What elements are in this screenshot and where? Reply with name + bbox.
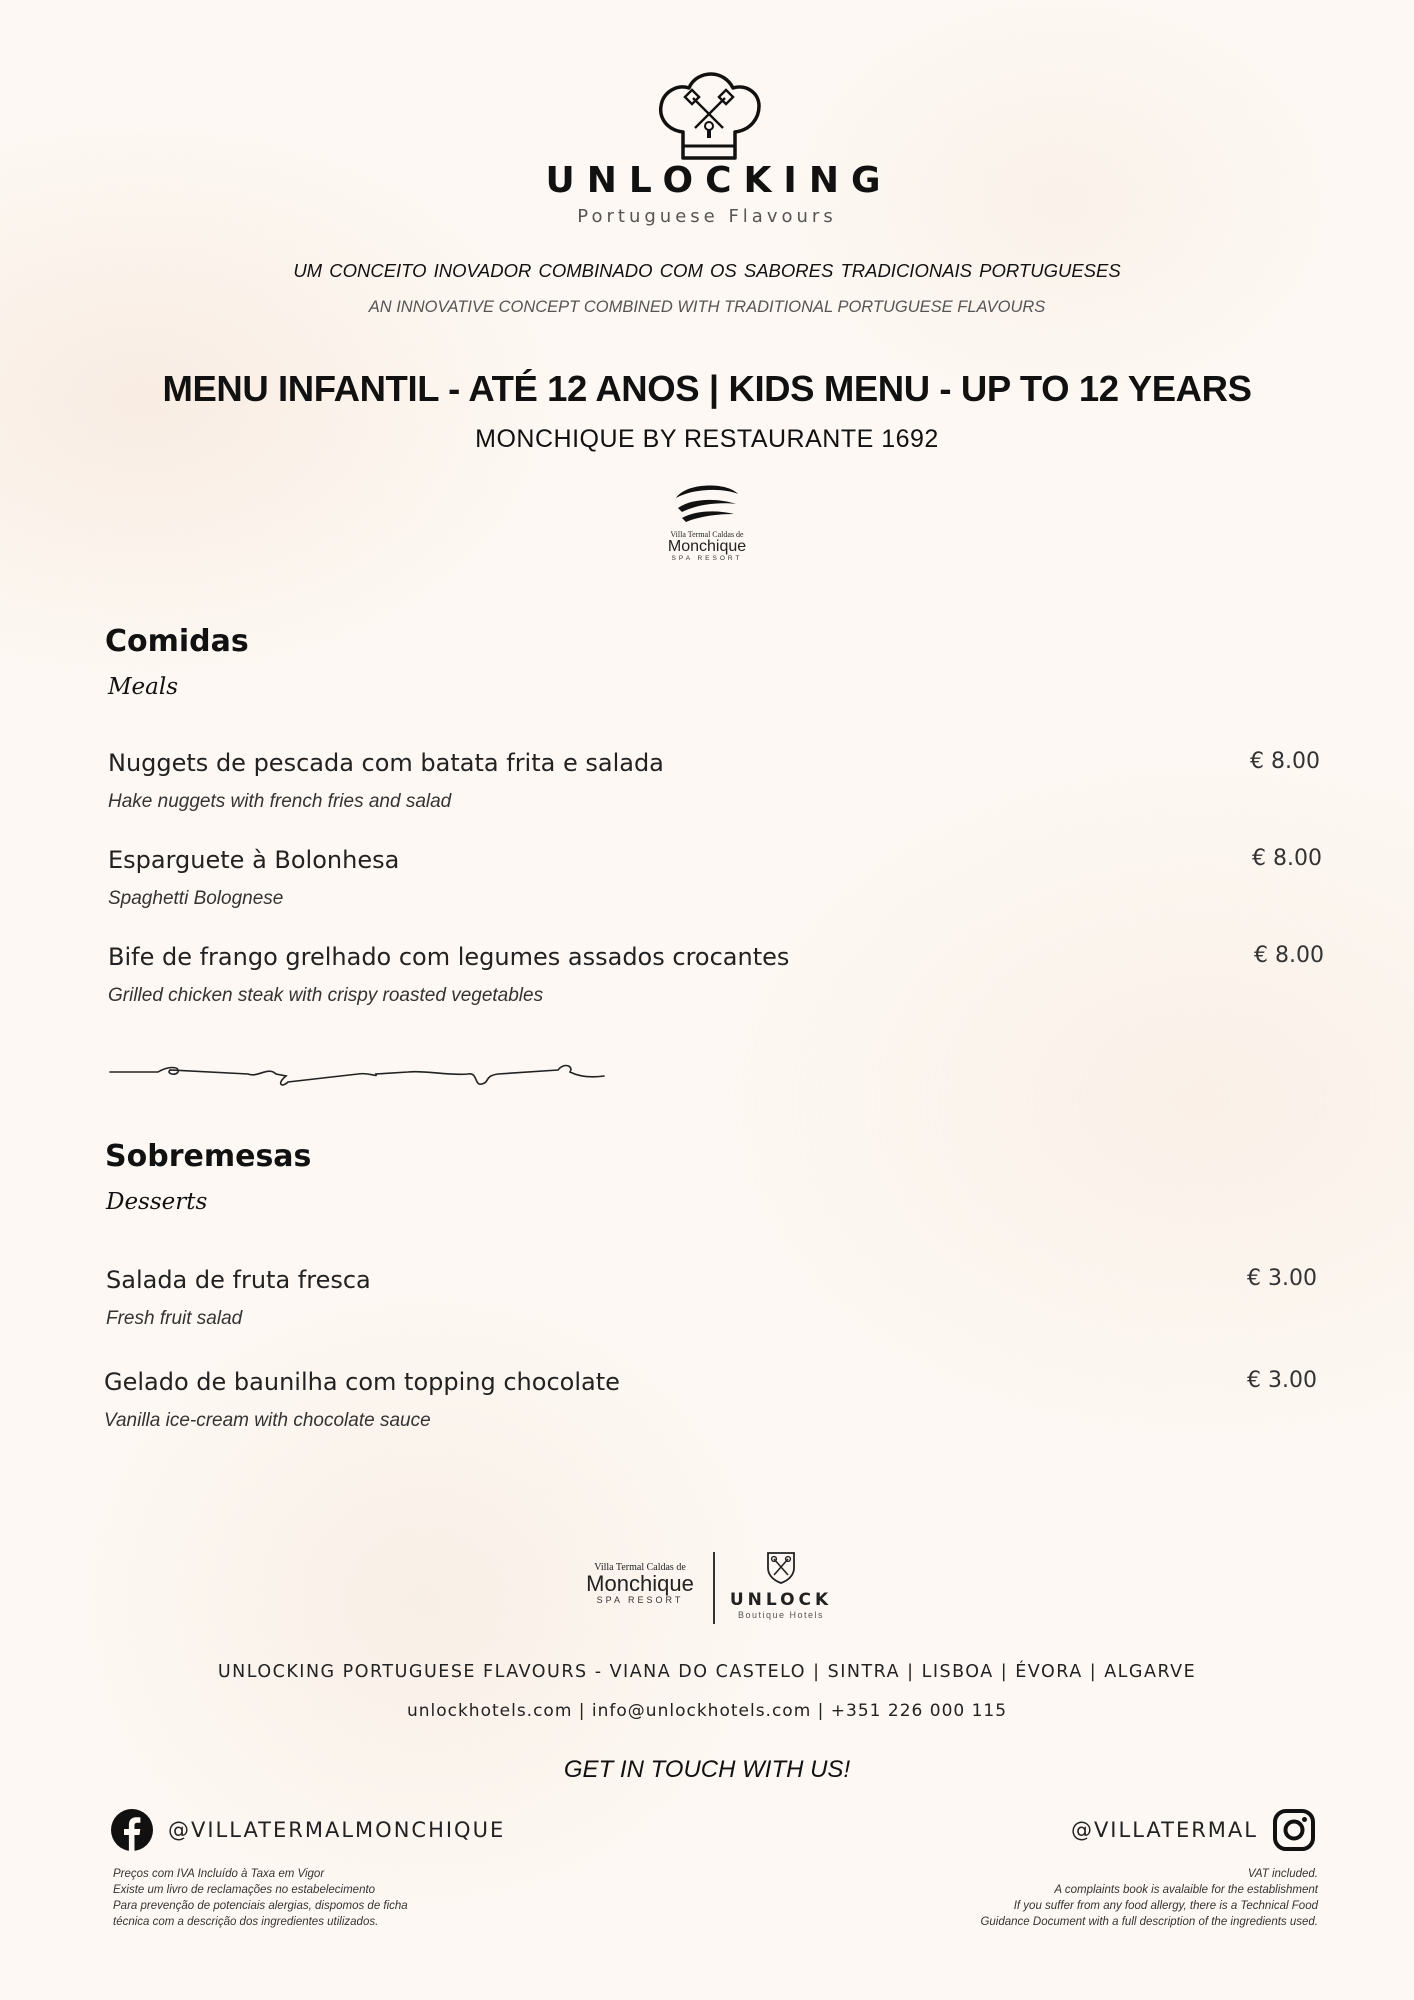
menu-title: MENU INFANTIL - ATÉ 12 ANOS | KIDS MENU - UP TO 12 YEARS	[162, 368, 1252, 409]
section-subtitle-desserts: Desserts	[106, 1189, 208, 1215]
footer-resort-line1: Villa Termal Caldas de	[594, 1562, 686, 1573]
tagline-en: AN INNOVATIVE CONCEPT COMBINED WITH TRADITIONAL PORTUGUESE FLAVOURS	[368, 298, 1046, 316]
legal-line: If you suffer from any food allergy, there is a Technical Food	[1013, 1900, 1318, 1912]
unlock-name: UNLOCK	[729, 1590, 833, 1610]
unlock-boutique-logo	[726, 1550, 836, 1620]
brand-subtitle: Portuguese Flavours	[577, 206, 837, 227]
menu-item-price: € 3.00	[1247, 1266, 1317, 1291]
legal-line: Para prevenção de potenciais alergias, dispomos de ficha	[113, 1900, 408, 1912]
legal-line: Guidance Document with a full description of the ingredients used.	[980, 1916, 1318, 1928]
legal-line: técnica com a descrição dos ingredientes utilizados.	[113, 1916, 379, 1928]
instagram-icon[interactable]	[1272, 1808, 1316, 1852]
menu-item-price: € 8.00	[1250, 749, 1320, 774]
decorative-divider	[108, 1054, 608, 1094]
resort-logo	[0, 480, 1414, 562]
menu-item-description: Spaghetti Bolognese	[108, 888, 284, 909]
menu-item-price: € 8.00	[1252, 846, 1322, 871]
legal-notice-pt	[113, 1866, 513, 1930]
menu-item-price: € 3.00	[1247, 1368, 1317, 1393]
facebook-handle[interactable]: @VILLATERMALMONCHIQUE	[168, 1818, 506, 1842]
section-title-meals: Comidas	[105, 624, 249, 659]
wave-icon	[672, 480, 742, 524]
footer-resort-logo	[580, 1562, 700, 1605]
legal-line: A complaints book is avalaible for the establishment	[1054, 1884, 1318, 1896]
menu-item-name: Nuggets de pescada com batata frita e salada	[108, 749, 664, 777]
menu-item-description: Fresh fruit salad	[106, 1308, 243, 1329]
facebook-icon[interactable]	[110, 1808, 154, 1852]
tagline-pt: UM CONCEITO INOVADOR COMBINADO COM OS SABORES TRADICIONAIS PORTUGUESES	[293, 260, 1121, 281]
menu-item-description: Hake nuggets with french fries and salad	[108, 791, 452, 812]
unlock-subtitle: Boutique Hotels	[737, 1610, 825, 1620]
resort-logo-spa: SPA RESORT	[671, 555, 743, 562]
resort-logo-name: Monchique	[667, 538, 747, 555]
resort-logo-line1: Villa Termal Caldas de	[670, 530, 744, 539]
menu-item-description: Grilled chicken steak with crispy roasted vegetables	[108, 985, 544, 1006]
instagram-link[interactable]	[1071, 1808, 1316, 1852]
legal-line: Existe um livro de reclamações no estabelecimento	[113, 1884, 376, 1896]
footer-cta: GET IN TOUCH WITH US!	[563, 1756, 851, 1783]
footer-contacts[interactable]: unlockhotels.com | info@unlockhotels.com | +351 226 000 115	[406, 1701, 1008, 1721]
legal-notice-en	[858, 1866, 1318, 1930]
footer-resort-spa: SPA RESORT	[596, 1595, 684, 1605]
legal-line: Preços com IVA Incluído à Taxa em Vigor	[113, 1868, 325, 1880]
unlock-shield-icon	[765, 1550, 797, 1584]
brand-title: UNLOCKING	[545, 160, 893, 201]
facebook-link[interactable]	[110, 1808, 505, 1852]
footer-locations: UNLOCKING PORTUGUESE FLAVOURS - VIANA DO CASTELO | SINTRA | LISBOA | ÉVORA | ALGARVE	[217, 1662, 1197, 1682]
footer-logo-separator	[713, 1552, 715, 1624]
legal-line: VAT included.	[1247, 1868, 1318, 1880]
menu-item-name: Bife de frango grelhado com legumes assados crocantes	[108, 943, 790, 971]
menu-item-price: € 8.00	[1254, 943, 1324, 968]
footer-resort-name: Monchique	[586, 1571, 694, 1596]
section-title-desserts: Sobremesas	[105, 1139, 312, 1174]
unlocking-chef-hat-logo	[653, 72, 765, 166]
footer-logos	[580, 1550, 840, 1628]
menu-item-name: Gelado de baunilha com topping chocolate	[104, 1368, 620, 1396]
menu-subtitle: MONCHIQUE BY RESTAURANTE 1692	[475, 425, 939, 453]
instagram-handle[interactable]: @VILLATERMAL	[1070, 1818, 1258, 1842]
menu-item-name: Esparguete à Bolonhesa	[108, 846, 400, 874]
menu-item-name: Salada de fruta fresca	[106, 1266, 371, 1294]
menu-item-description: Vanilla ice-cream with chocolate sauce	[104, 1410, 431, 1431]
section-subtitle-meals: Meals	[108, 674, 179, 700]
